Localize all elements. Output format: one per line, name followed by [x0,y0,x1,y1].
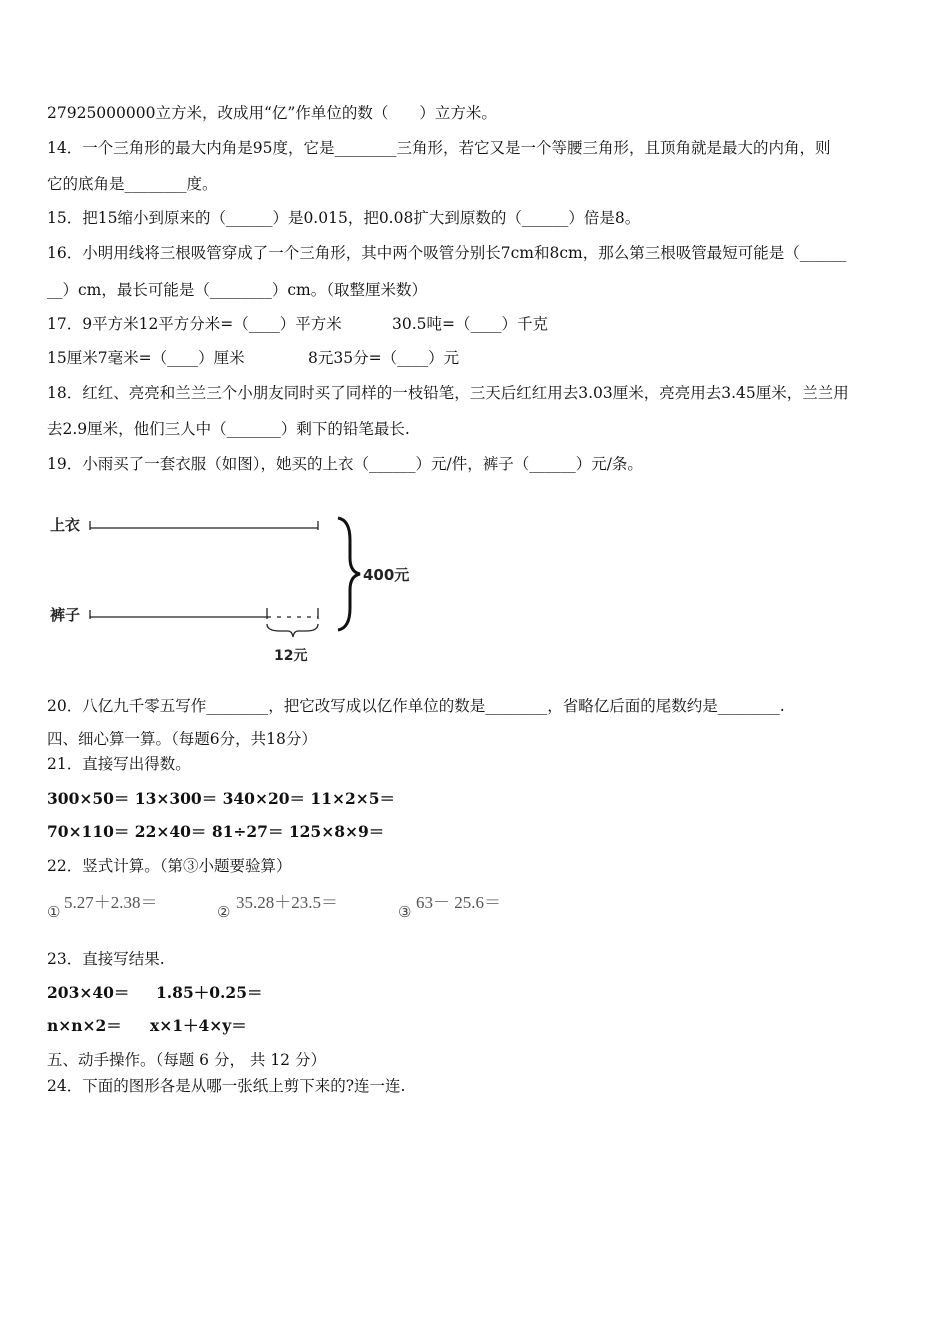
q23: 23．直接写结果. [47,950,165,968]
q22-expr-1: 5.27＋2.38＝ [64,893,158,912]
q22-marker-2: ② [217,905,231,921]
q21-row1-text: 300×50＝ 13×300＝ 340×20＝ 11×2×5＝ [47,789,396,808]
q23-row1-left [47,983,129,1003]
total-label: 400元 [363,566,410,584]
q18-line2: 去2.9厘米，他们三人中（_______）剩下的铅笔最长. [47,420,410,438]
q22-expr-2: 35.28＋23.5＝ [236,893,338,912]
q22-marker-3: ③ [398,905,412,921]
q17-line1-left: 17．9平方米12平方分米=（____）平方米 [47,315,342,333]
shirt-label: 上衣 [50,516,81,534]
q14-line2: 它的底角是________度。 [47,175,218,193]
difference-brace [267,624,318,637]
difference-label: 12元 [274,648,308,664]
q23-row2-left [47,1016,122,1036]
q22-expr-3: 63－ 25.6＝ [416,893,501,912]
q23-row2-left-text: n×n×2＝ [47,1016,122,1035]
q18-line1: 18．红红、亮亮和兰兰三个小朋友同时买了同样的一枝铅笔，三天后红红用去3.03厘米，亮亮用去3.45厘米，兰兰用 [47,384,849,402]
q23-row2-right-text: x×1＋4×y＝ [150,1016,247,1035]
clothes-price-figure [40,500,420,670]
q23-row1-right [156,983,263,1003]
q17-line2-right: 8元35分=（____）元 [308,349,460,367]
pants-label: 裤子 [50,606,81,624]
q19: 19．小雨买了一套衣服（如图），她买的上衣（______）元/件，裤子（______）元/条。 [47,455,643,473]
q21-row2 [47,822,384,842]
q16-line1: 16．小明用线将三根吸管穿成了一个三角形，其中两个吸管分别长7cm和8cm，那么第三根吸管最短可能是（______ [47,244,847,262]
q17-line2-left: 15厘米7毫米=（____）厘米 [47,349,245,367]
q21: 21．直接写出得数。 [47,755,191,773]
q22-marker-1: ① [47,905,61,921]
total-brace [338,518,360,630]
q21-row1 [47,789,395,809]
q16-line2: __）cm，最长可能是（________）cm。（取整厘米数） [47,281,428,299]
q20: 20．八亿九千零五写作________，把它改写成以亿作单位的数是________，省略亿后面的尾数约是________. [47,697,785,715]
q22: 22．竖式计算。（第③小题要验算） [47,857,292,875]
q17-line1-right: 30.5吨=（____）千克 [392,315,548,333]
q13-continuation: 27925000000立方米，改成用“亿”作单位的数（ ）立方米。 [47,104,497,122]
q15: 15．把15缩小到原来的（______）是0.015，把0.08扩大到原数的（______）倍是8。 [47,209,641,227]
section-4-heading: 四、细心算一算。（每题6分，共18分） [47,730,317,748]
q14-line1: 14．一个三角形的最大内角是95度，它是________三角形，若它又是一个等腰三角形，且顶角就是最大的内角，则 [47,139,831,157]
q24: 24．下面的图形各是从哪一张纸上剪下来的?连一连. [47,1077,406,1095]
q23-row1-left-text: 203×40＝ [47,983,130,1002]
pants-segment [90,608,318,619]
q21-row2-text: 70×110＝ 22×40＝ 81÷27＝ 125×8×9＝ [47,822,385,841]
q23-row2-right [150,1016,247,1036]
section-5-heading: 五、动手操作。（每题 6 分， 共 12 分） [47,1051,326,1069]
q23-row1-right-text: 1.85＋0.25＝ [156,983,263,1002]
shirt-segment [90,521,318,530]
